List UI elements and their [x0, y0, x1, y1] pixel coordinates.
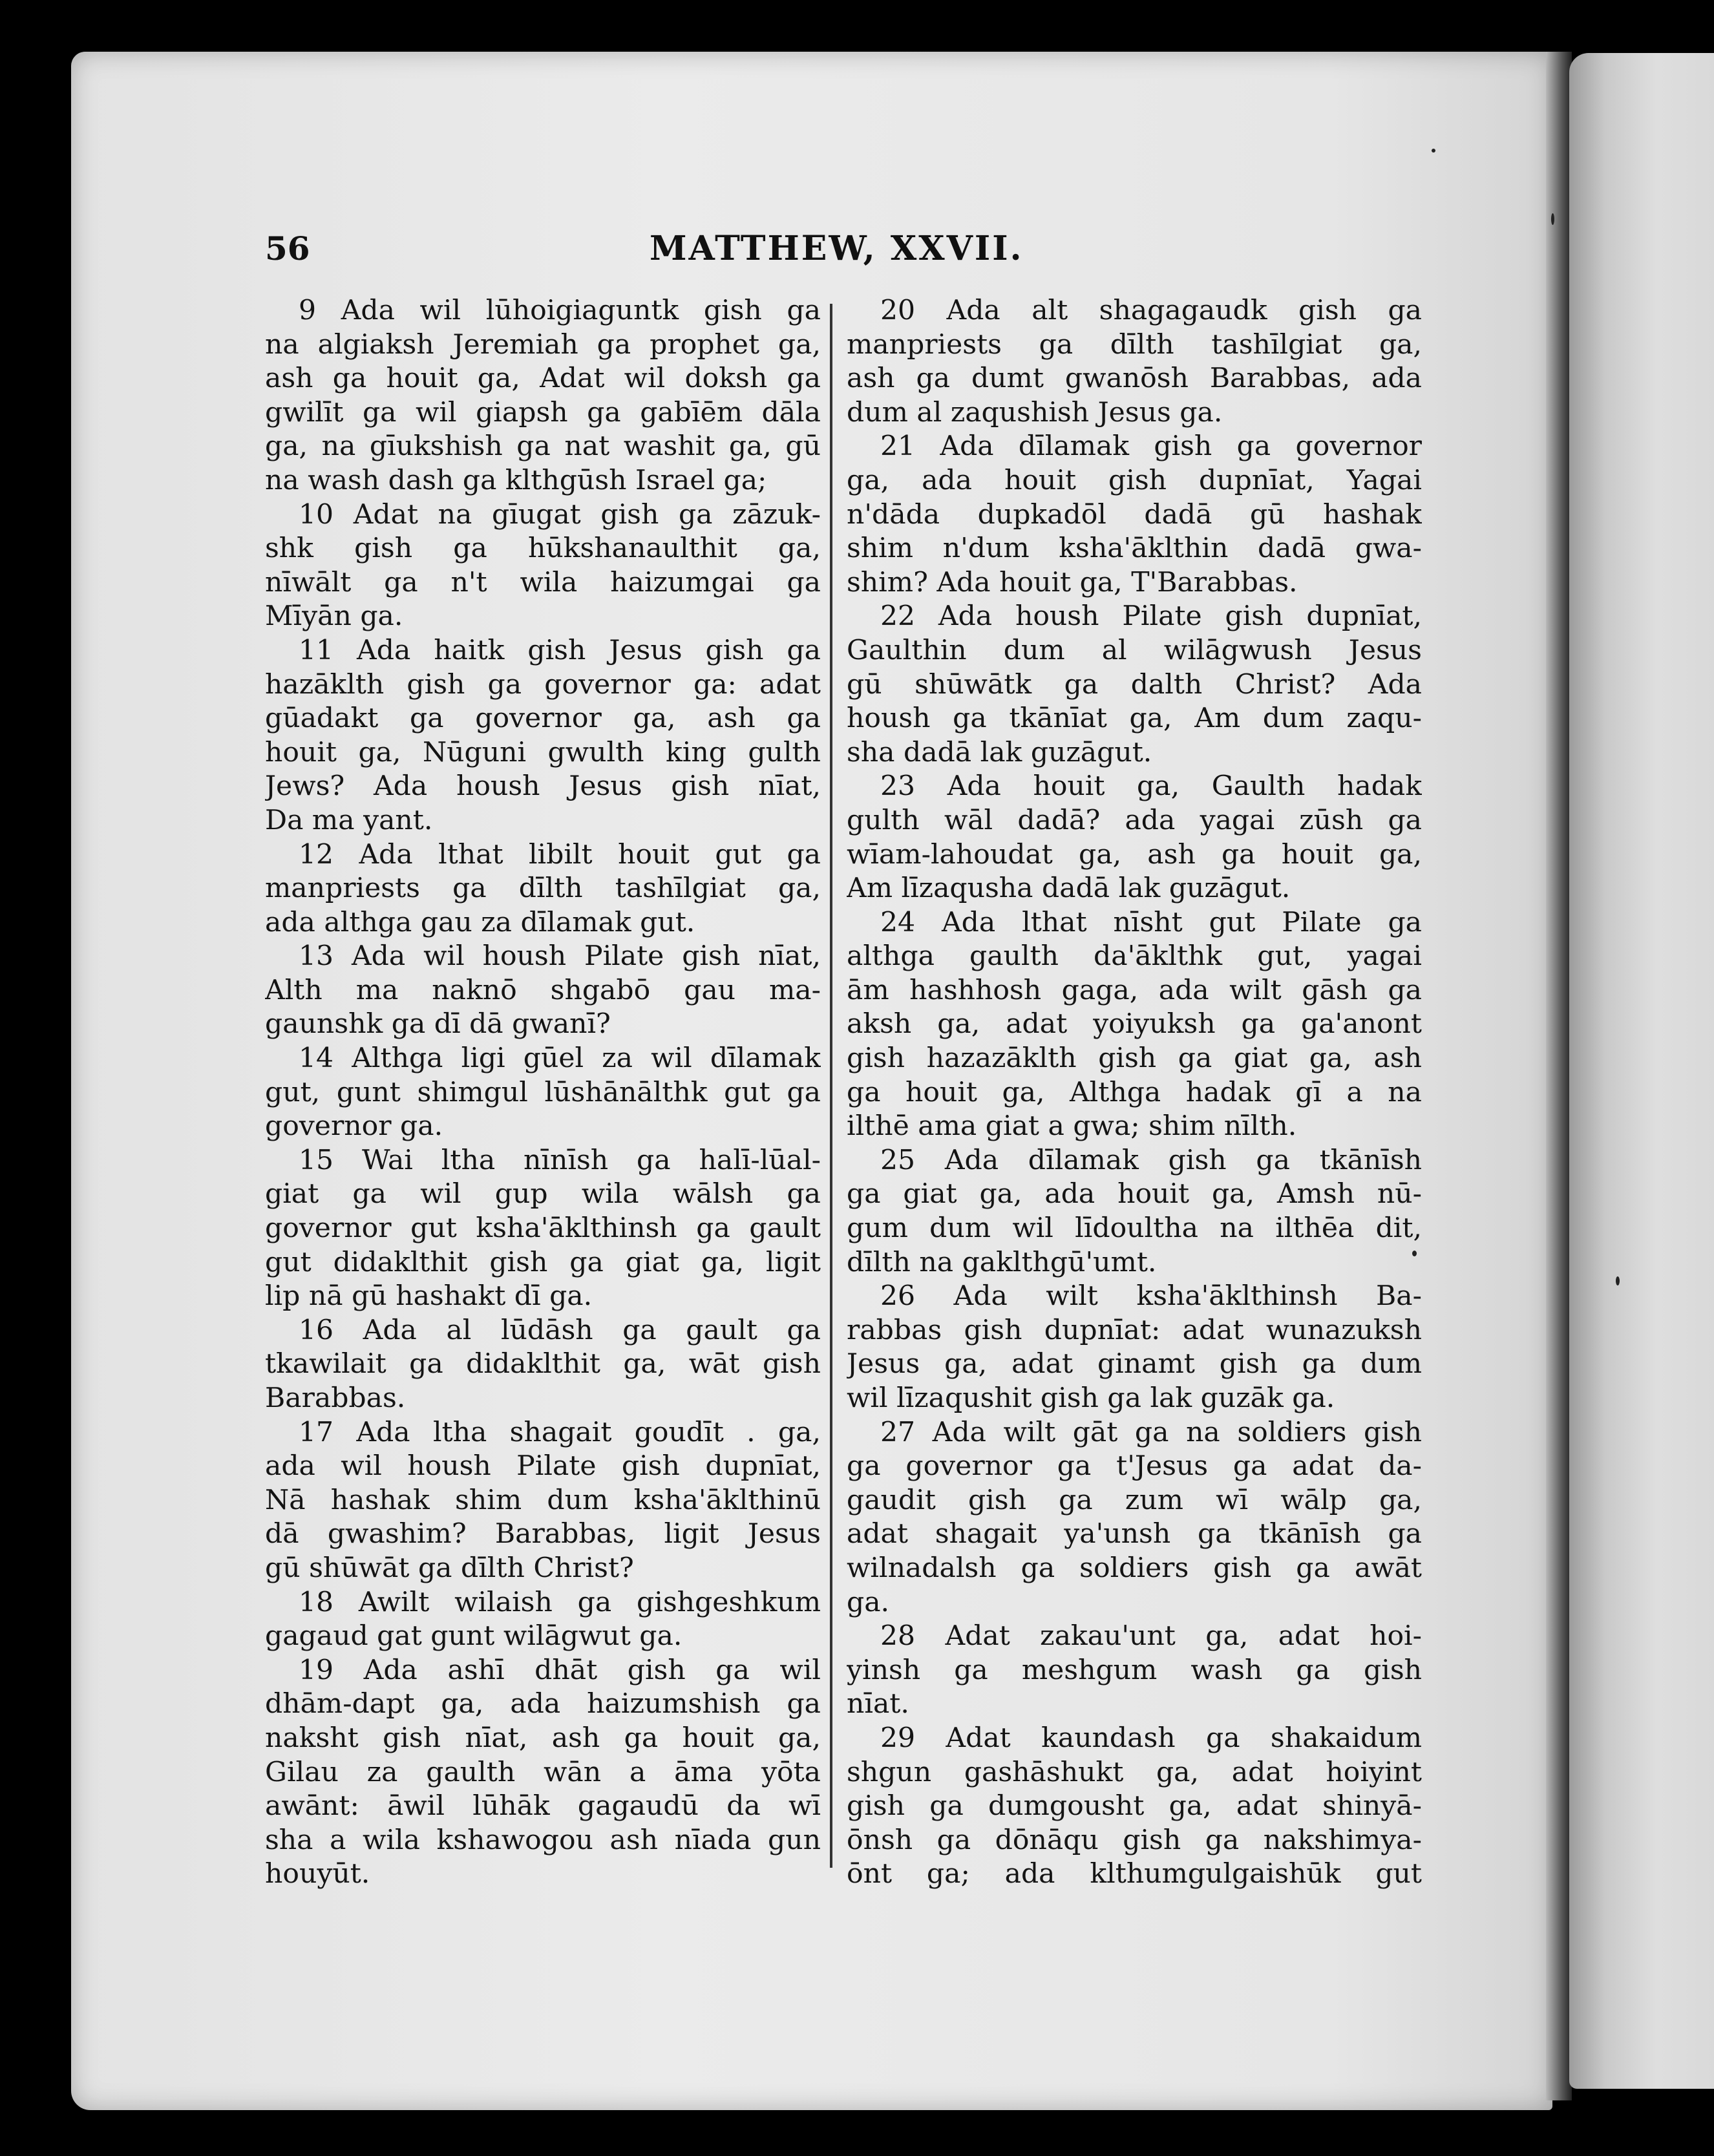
text-line: tkawilait ga didaklthit ga, wāt gish — [265, 1348, 821, 1380]
text-line: n'dāda dupkadōl dadā gū hashak — [847, 498, 1422, 531]
text-line: manpriests ga dīlth tashīlgiat ga, — [847, 328, 1422, 361]
left-text-column — [265, 294, 821, 1892]
text-line: 29 Adat kaundash ga shakaidum — [880, 1722, 1422, 1754]
text-line: 21 Ada dīlamak gish ga governor — [880, 430, 1422, 463]
text-line: 14 Althga ligi gūel za wil dīlamak — [299, 1042, 821, 1075]
text-line: 12 Ada lthat libilt houit gut ga — [299, 838, 821, 871]
text-line: dhām-dapt ga, ada haizumshish ga — [265, 1688, 821, 1720]
text-line: gish hazazāklth gish ga giat ga, ash — [847, 1042, 1422, 1075]
text-line: ōnsh ga dōnāqu gish ga nakshimya- — [847, 1824, 1422, 1856]
text-line: housh ga tkānīat ga, Am dum zaqu- — [847, 703, 1422, 735]
text-line: houyūt. — [265, 1858, 370, 1890]
text-line: Gaulthin dum al wilāgwush Jesus — [847, 634, 1422, 666]
text-line: governor ga. — [265, 1110, 443, 1143]
text-line: na wash dash ga klthgūsh Israel ga; — [265, 464, 767, 496]
text-line: wil līzaqushit gish ga lak guzāk ga. — [847, 1382, 1335, 1414]
text-line: houit ga, Nūguni gwulth king gulth — [265, 736, 821, 768]
text-line: gū shūwātk ga dalth Christ? Ada — [847, 668, 1422, 701]
text-line: Am līzaqusha dadā lak guzāgut. — [847, 872, 1291, 905]
text-line: wīam-lahoudat ga, ash ga houit ga, — [847, 838, 1422, 871]
text-line: giat ga wil gup wila wālsh ga — [265, 1178, 821, 1210]
text-line: Jesus ga, adat ginamt gish ga dum — [847, 1348, 1422, 1380]
text-line: 28 Adat zakau'unt ga, adat hoi- — [880, 1620, 1422, 1653]
text-line: 10 Adat na gīugat gish ga zāzuk- — [299, 498, 821, 531]
text-line: gaudit gish ga zum wī wālp ga, — [847, 1484, 1422, 1516]
text-line: shim n'dum ksha'āklthin dadā gwa- — [847, 533, 1422, 565]
text-line: 26 Ada wilt ksha'āklthinsh Ba- — [880, 1280, 1422, 1313]
running-title: MATTHEW, XXVII. — [650, 229, 1024, 268]
scan-speck — [1412, 1251, 1417, 1256]
text-line: 9 Ada wil lūhoigiaguntk gish ga — [299, 295, 821, 326]
text-line: 11 Ada haitk gish Jesus gish ga — [299, 634, 821, 666]
text-line: sha a wila kshawogou ash nīada gun — [265, 1824, 821, 1856]
scan-speck — [1432, 149, 1435, 153]
text-line: gūadakt ga governor ga, ash ga — [265, 703, 821, 735]
text-line: 20 Ada alt shagagaudk gish ga — [880, 295, 1422, 326]
text-line: 23 Ada houit ga, Gaulth hadak — [880, 770, 1422, 803]
text-line: dum al zaqushish Jesus ga. — [847, 396, 1223, 428]
text-line: yinsh ga meshgum wash ga gish — [847, 1654, 1422, 1686]
facing-page-edge — [1569, 53, 1714, 2089]
scan-speck — [1616, 1276, 1620, 1285]
book-gutter — [1546, 52, 1572, 2100]
text-line: ash ga dumt gwanōsh Barabbas, ada — [847, 363, 1422, 395]
text-line: Nā hashak shim dum ksha'āklthinū — [265, 1484, 821, 1516]
text-line: 16 Ada al lūdāsh ga gault ga — [299, 1314, 821, 1346]
text-line: hazāklth gish ga governor ga: adat — [265, 668, 821, 701]
text-line: 27 Ada wilt gāt ga na soldiers gish — [880, 1416, 1422, 1448]
text-line: gum dum wil līdoultha na ilthēa dit, — [847, 1212, 1422, 1245]
text-line: gagaud gat gunt wilāgwut ga. — [265, 1620, 682, 1653]
text-line: gut, gunt shimgul lūshānālthk gut ga — [265, 1076, 821, 1108]
text-line: 22 Ada housh Pilate gish dupnīat, — [880, 600, 1422, 633]
text-line: lip nā gū hashakt dī ga. — [265, 1280, 593, 1313]
text-line: shk gish ga hūkshanaulthit ga, — [265, 533, 821, 565]
text-line: 13 Ada wil housh Pilate gish nīat, — [299, 940, 821, 973]
text-line: naksht gish nīat, ash ga houit ga, — [265, 1722, 821, 1754]
text-line: ga, na gīukshish ga nat washit ga, gū — [265, 430, 821, 463]
text-line: governor gut ksha'āklthinsh ga gault — [265, 1212, 821, 1245]
text-line: 25 Ada dīlamak gish ga tkānīsh — [880, 1144, 1422, 1176]
text-line: Mīyān ga. — [265, 600, 403, 633]
text-line: wilnadalsh ga soldiers gish ga awāt — [847, 1552, 1422, 1584]
text-line: Alth ma naknō shgabō gau ma- — [265, 974, 821, 1006]
text-line: Barabbas. — [265, 1382, 406, 1414]
text-line: ōnt ga; ada klthumgulgaishūk gut — [847, 1858, 1422, 1890]
text-line: althga gaulth da'āklthk gut, yagai — [847, 940, 1422, 973]
text-line: 15 Wai ltha nīnīsh ga halī-lūal- — [299, 1144, 821, 1176]
text-line: nīat. — [847, 1688, 909, 1720]
text-line: ga governor ga t'Jesus ga adat da- — [847, 1450, 1422, 1483]
text-line: ga, ada houit gish dupnīat, Yagai — [847, 464, 1422, 496]
text-line: Jews? Ada housh Jesus gish nīat, — [265, 770, 821, 803]
text-line: ga. — [847, 1586, 890, 1618]
page-number: 56 — [265, 229, 310, 268]
text-line: dā gwashim? Barabbas, ligit Jesus — [265, 1518, 821, 1550]
text-line: rabbas gish dupnīat: adat wunazuksh — [847, 1314, 1422, 1346]
text-line: ada althga gau za dīlamak gut. — [265, 906, 695, 938]
column-rule — [830, 304, 832, 1868]
text-line: gū shūwāt ga dīlth Christ? — [265, 1552, 634, 1584]
text-line: ilthē ama giat a gwa; shim nīlth. — [847, 1110, 1297, 1143]
text-line: aksh ga, adat yoiyuksh ga ga'anont — [847, 1008, 1422, 1041]
text-line: Da ma yant. — [265, 804, 433, 836]
text-line: manpriests ga dīlth tashīlgiat ga, — [265, 872, 821, 905]
text-line: shim? Ada houit ga, T'Barabbas. — [847, 566, 1298, 598]
right-text-column — [847, 294, 1422, 1892]
text-line: shgun gashāshukt ga, adat hoiyint — [847, 1756, 1422, 1788]
text-line: gut didaklthit gish ga giat ga, ligit — [265, 1246, 821, 1278]
text-line: gwilīt ga wil giapsh ga gabīēm dāla — [265, 396, 821, 428]
text-line: ga houit ga, Althga hadak gī a na — [847, 1076, 1422, 1108]
scan-speck — [1551, 213, 1554, 225]
text-line: ada wil housh Pilate gish dupnīat, — [265, 1450, 821, 1483]
text-line: dīlth na gaklthgū'umt. — [847, 1246, 1157, 1278]
text-line: gaunshk ga dī dā gwanī? — [265, 1008, 611, 1041]
text-line: Gilau za gaulth wān a āma yōta — [265, 1756, 821, 1788]
text-line: awānt: āwil lūhāk gagaudū da wī — [265, 1790, 821, 1823]
text-line: gulth wāl dadā? ada yagai zūsh ga — [847, 804, 1422, 836]
text-line: 17 Ada ltha shagait goudīt . ga, — [299, 1416, 821, 1448]
text-line: 18 Awilt wilaish ga gishgeshkum — [299, 1586, 821, 1618]
text-line: sha dadā lak guzāgut. — [847, 736, 1152, 768]
text-line: ām hashhosh gaga, ada wilt gāsh ga — [847, 974, 1422, 1006]
text-line: 24 Ada lthat nīsht gut Pilate ga — [880, 906, 1422, 938]
text-line: na algiaksh Jeremiah ga prophet ga, — [265, 328, 821, 361]
text-line: ash ga houit ga, Adat wil doksh ga — [265, 363, 821, 395]
text-line: gish ga dumgousht ga, adat shinyā- — [847, 1790, 1422, 1823]
text-line: 19 Ada ashī dhāt gish ga wil — [299, 1654, 821, 1686]
text-line: nīwālt ga n't wila haizumgai ga — [265, 566, 821, 598]
text-line: ga giat ga, ada houit ga, Amsh nū- — [847, 1178, 1422, 1210]
text-line: adat shagait ya'unsh ga tkānīsh ga — [847, 1518, 1422, 1550]
